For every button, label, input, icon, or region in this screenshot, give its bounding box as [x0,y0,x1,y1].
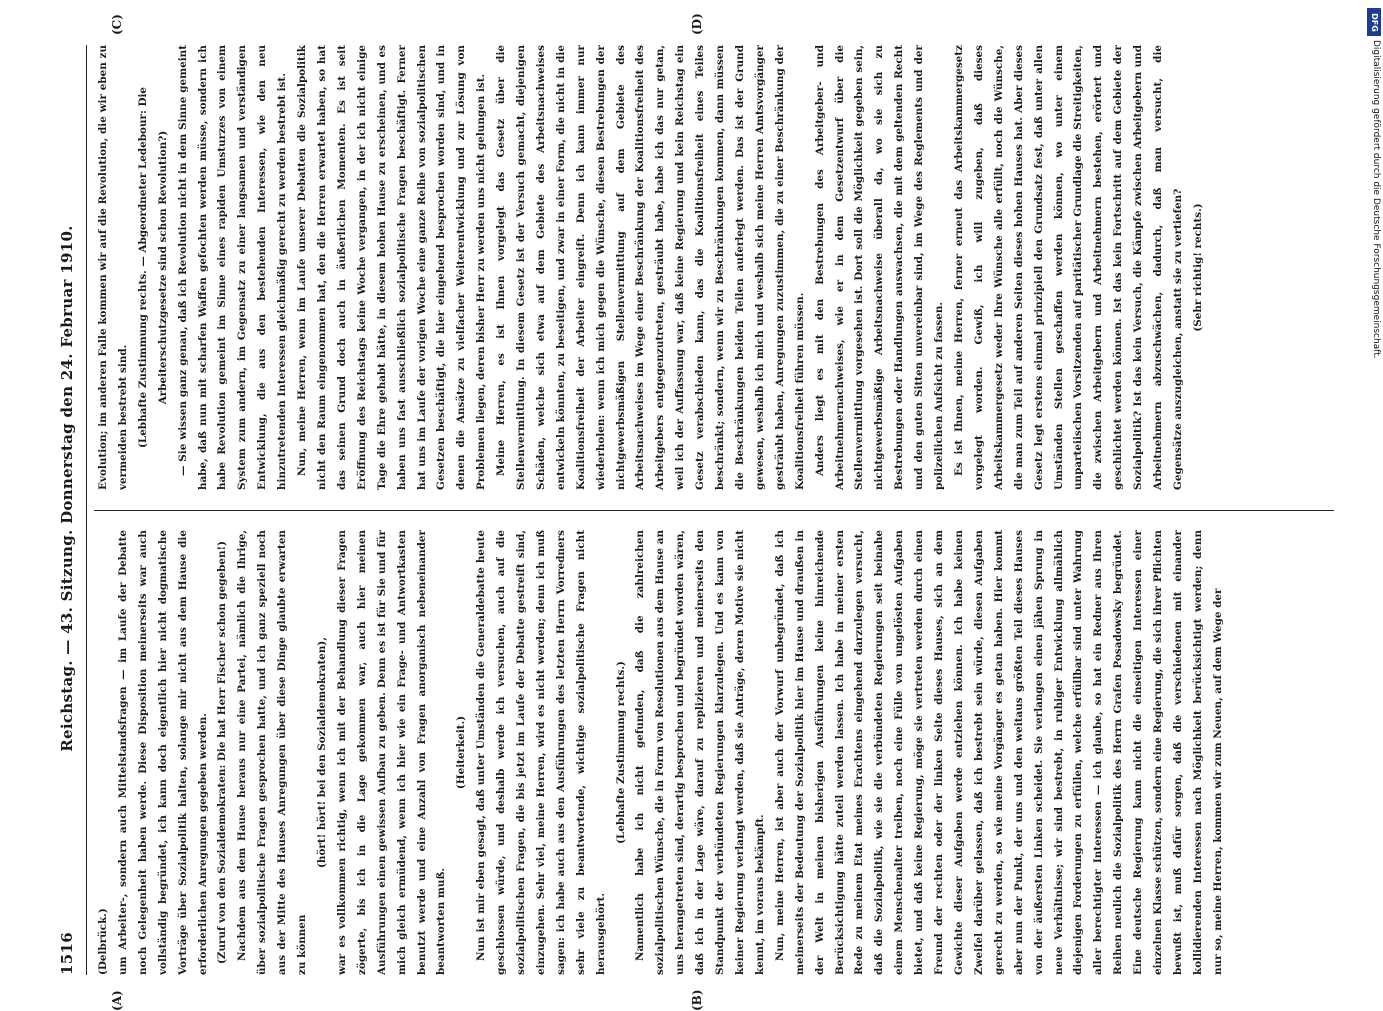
paragraph: war es vollkommen richtig, wenn ich mit der Behandlung dieser Fragen zögerte, bis ich in die Lage gekommen war, auch hier meinen Ausführungen einen gewissen Aufbau zu geben. Denn es ist für Sie und für mich gleich ermüdend, wenn ich hier wie ein Frage- und Antwortkasten benutzt werde und eine Anzahl von Fragen anorganisch nebeneinander beantworten muß. [333,530,452,975]
paragraph: Meine Herren, es ist Ihnen vorgelegt das Gesetz über die Stellenvermittlung. In diesem Gesetz ist der Versuch gemacht, diejenigen Schäden, welche sich etwa auf dem Gebiete des Arbeitsnachweises entwickeln könnten, zu beseitigen, und zwar in einer Form, die nicht in die Koalitionsfreiheit der Arbeiter eingreift. Denn ich kann immer nur wiederholen: wenn ich mich gegen die Wünsche, diesen Bestrebungen der nichtgewerbsmäßigen Stellenvermittlung auf dem Gebiete des Arbeitsnachweises im Wege einer Beschränkung der Koalitionsfreiheit des Arbeitgebers entgegenzutreten, gesträubt habe, habe ich das nur getan, weil ich der Auffassung war, daß keine Regierung und kein Reichstag ein Gesetz verabschieden kann, das die Koalitionsfreiheit eines Teiles beschränkt; sondern, wenn wir zu Beschränkungen kommen, dann müssen die Beschränkungen beiden Teilen auferlegt werden. Das ist der Grund gewesen, weshalb ich mich und weshalb sich meine Herren Amtsvorgänger gesträubt haben, Anregungen zuzustimmen, die zu einer Beschränkung der Koalitionsfreiheit führen müssen. [492,45,811,490]
interjection: (Zuruf von den Sozialdemokraten: Die hat Herr Fischer schon gegeben!) [213,530,233,975]
paragraph: — Sie wissen ganz genau, daß ich Revolution nicht in dem Sinne gemeint habe, daß nun mit scharfen Waffen gefochten werden müsse, sondern ich habe Revolution gemeint im Sinne eines rapiden Umsturzes von einem System zum andern, im Gegensatz zu einer langsamen und verständigen Entwicklung, die aus den bestehenden Interessen, wie den neu hinzutretenden Interessen gleichmäßig gerecht zu werden bestrebt ist. [174,45,293,490]
marker-b: (B) [690,990,704,1011]
interjection: (Lebhafte Zustimmung rechts. — Abgeordneter Ledebour: Die Arbeiterschutzgesetze sind schon Revolution?) [134,45,174,490]
page-number: 1516 [58,932,76,975]
funding-note-text: Digitalisierung gefördert durch die Deutsche Forschungsgemeinschaft. [1371,40,1381,359]
marker-c: (C) [110,14,124,35]
header-rule [86,45,87,975]
paragraph: Evolution; im anderen Falle kommen wir auf die Revolution, die wir eben zu vermeiden bestrebt sind. [94,45,134,490]
paragraph: Es ist Ihnen, meine Herren, ferner erneut das Arbeitskammergesetz vorgelegt worden. Gewiß, ich will zugeben, daß dieses Arbeitskammergesetz weder Ihre Wünsche alle erfüllt, noch die Wünsche, die man zum Teil auf anderen Seiten dieses hohen Hauses hat. Aber dieses Gesetz legt erstens einmal prinzipiell den Grundsatz fest, daß unter allen Umständen Stellen geschaffen werden können, wo unter einem unparteiischen Vorsitzenden auf paritätischer Grundlage die Streitigkeiten, die zwischen Arbeitgebern und Arbeitnehmern bestehen, erörtert und geschlichtet werden können. Ist das kein Fortschritt auf dem Gebiete der Sozialpolitik? Ist das kein Versuch, die Kämpfe zwischen Arbeitgebern und Arbeitnehmern abzuschwächen, dadurch, daß man versucht, die Gegensätze auszugleichen, anstatt sie zu vertiefen? [950,45,1189,490]
interjection: (Heiterkeit.) [452,530,472,975]
marker-a: (A) [110,990,124,1011]
paragraph: Anders liegt es mit den Bestrebungen des Arbeitgeber- und Arbeitnehmernachweises, wie er in dem Gesetzentwurf über die Stellenvermittlung vorgesehen ist. Dort soll die Möglichkeit gegeben sein, nichtgewerbsmäßige Arbeitsnachweise überall da, wo sie sich zu Bestrebungen oder Handlungen auswachsen, die mit dem geltenden Recht und den guten Sitten unvereinbar sind, im Wege des Reglements und der polizeilichen Aufsicht zu fassen. [811,45,950,490]
interjection: (hört! hört! bei den Sozialdemokraten), [313,530,333,975]
paragraph: um Arbeiter-, sondern auch Mittelstandsfragen — im Laufe der Debatte noch Gelegenheit haben werde. Diese Disposition meinerseits war auch vollständig begründet, ich kann doch eigentlich hier nicht dogmatische Vorträge über Sozialpolitik halten, solange mir nicht aus dem Hause die erforderlichen Anregungen gegeben werden. [114,530,214,975]
page-title: Reichstag. — 43. Sitzung. Donnerstag den 24. Februar 1910. [58,45,76,932]
paragraph: Nun ist mir eben gesagt, daß unter Umständen die Generaldebatte heute geschlossen würde, und deshalb werde ich versuchen, auch auf die sozialpolitischen Fragen, die bis jetzt im Laufe der Debatte gestreift sind, einzugehen. Sehr viel, meine Herren, wird es nicht werden; denn ich muß sagen: ich habe auch aus den Ausführungen des letzten Herrn Vorredners sehr viele zu beantwortende, wichtige sozialpolitische Fragen nicht herausgehört. [472,530,611,975]
column-divider [94,510,1334,511]
interjection: (Lebhafte Zustimmung rechts.) [612,530,632,975]
marker-d: (D) [690,13,704,35]
speaker-tag: (Delbrück.) [94,530,114,975]
paragraph: Namentlich habe ich nicht gefunden, daß die zahlreichen sozialpolitischen Wünsche, die in Form von Resolutionen aus dem Hause an uns herangetreten sind, derartig besprochen und begründet worden wären, daß ich in der Lage wäre, darauf zu replizieren und meinerseits den Standpunkt der verbündeten Regierungen klarzulegen. Und es kann von keiner Regierung verlangt werden, daß sie Anträge, deren Motive sie nicht kennt, im voraus bekämpft. [631,530,770,975]
dfg-logo-text: DFG [1370,13,1379,32]
paragraph: Nachdem aus dem Hause heraus nur eine Partei, nämlich die Ihrige, über sozialpolitische Fragen gesprochen hatte, und ich ganz speziell noch aus der Mitte des Hauses Anregungen über diese Dinge glaubte erwarten zu können [233,530,313,975]
right-column [94,45,1334,490]
page-header [50,45,84,975]
interjection: (Sehr richtig! rechts.) [1189,45,1209,490]
funding-note [1367,40,1381,420]
paragraph: Nun, meine Herren, ist aber auch der Vorwurf unbegründet, daß ich meinerseits der Bedeutung der Sozialpolitik hier im Hause und draußen in der Welt in meinen bisherigen Ausführungen keine hinreichende Berücksichtigung hätte zuteil werden lassen. Ich habe in meiner ersten Rede zu meinem Etat meines Erachtens eingehend darzulegen versucht, daß die Sozialpolitik, wie sie die verbündeten Regierungen seit beinahe einem Menschenalter treiben, noch eine Fülle von ungelösten Aufgaben bietet, und daß keine Regierung, möge sie vertreten werden durch einen Freund der rechten oder der linken Seite dieses Hauses, sich an dem Gewichte dieser Aufgaben werde entziehen können. Ich habe keinen Zweifel darüber gelassen, daß ich bestrebt sein würde, diesen Aufgaben gerecht zu werden, so wie meine Vorgänger es getan haben. Hier kommt aber nun der Punkt, der uns und den weitaus größten Teil dieses Hauses von der äußersten Linken scheidet. Sie verlangen einen jähen Sprung in neue Verhältnisse; wir sind bestrebt, in ruhiger Entwicklung allmählich diejenigen Forderungen zu erfüllen, welche erfüllbar sind unter Wahrung aller berechtigter Interessen — ich glaube, so hat ein Redner aus Ihren Reihen neulich die Sozialpolitik des Herrn Grafen Posadowsky begründet. Eine deutsche Regierung kann nicht die einseitigen Interessen einer einzelnen Klasse schützen, sondern eine Regierung, die sich ihrer Pflichten bewußt ist, muß dafür sorgen, daß die verschiedenen mit einander kollidierenden Interessen nach Möglichkeit berücksichtigt werden; denn nur so, meine Herren, kommen wir zum Neuen, auf dem Wege der [771,530,1229,975]
document-page [50,45,1340,975]
left-column [94,530,1334,975]
dfg-logo [1367,8,1381,36]
paragraph: Nun, meine Herren, wenn im Laufe unserer Debatten die Sozialpolitik nicht den Raum eingenommen hat, den die Herren erwartet haben, so hat das seinen Grund doch auch in äußerlichen Momenten. Es ist seit Eröffnung des Reichstags keine Woche vergangen, in der ich nicht einige Tage die Ehre gehabt hätte, in diesem hohen Hause zu erscheinen, und es haben uns fast ausschließlich sozialpolitische Fragen beschäftigt. Ferner hat uns im Laufe der vorigen Woche eine ganze Reihe von sozialpolitischen Gesetzen beschäftigt, die hier eingehend besprochen worden sind, und in denen die Ansätze zu vielfacher Weiterentwicklung und zur Lösung von Problemen liegen, deren bisher Herr zu werden uns nicht gelungen ist. [293,45,492,490]
